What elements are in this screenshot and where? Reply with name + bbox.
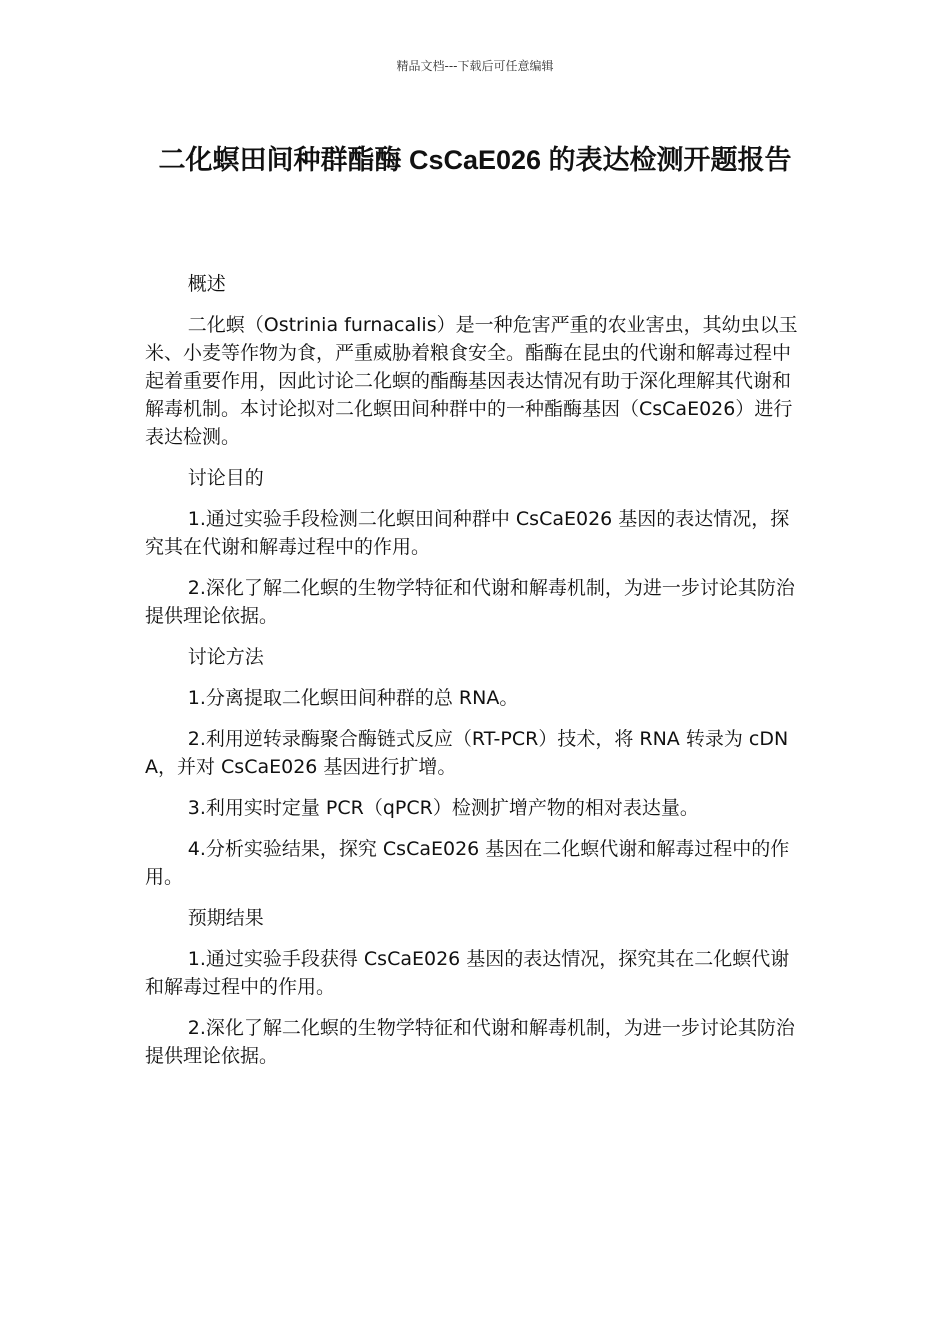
section-heading-expected-results: 预期结果 [187, 907, 264, 929]
purpose-item-1: 1.通过实验手段检测二化螟田间种群中 CsCaE026 基因的表达情况，探究其在代谢和解毒过程中的作用。 [145, 508, 790, 558]
overview-paragraph: 二化螟（Ostrinia furnacalis）是一种危害严重的农业害虫，其幼虫以玉米、小麦等作物为食，严重威胁着粮食安全。酯酶在昆虫的代谢和解毒过程中起着重要作用，因此讨论二化螟的酯酶基因表达情况有助于深化理解其代谢和解毒机制。本讨论拟对二化螟田间种群中的一种酯酶基因（CsCaE026）进行表达检测。 [145, 314, 798, 448]
result-item-1: 1.通过实验手段获得 CsCaE026 基因的表达情况，探究其在二化螟代谢和解毒过程中的作用。 [145, 948, 790, 998]
result-item-2: 2.深化了解二化螟的生物学特征和代谢和解毒机制，为进一步讨论其防治提供理论依据。 [145, 1017, 795, 1067]
method-item-4: 4.分析实验结果，探究 CsCaE026 基因在二化螟代谢和解毒过程中的作用。 [145, 838, 790, 888]
purpose-item-2: 2.深化了解二化螟的生物学特征和代谢和解毒机制，为进一步讨论其防治提供理论依据。 [145, 577, 795, 627]
document-body [145, 270, 805, 1083]
section-heading-methods: 讨论方法 [187, 646, 264, 668]
method-item-1: 1.分离提取二化螟田间种群的总 RNA。 [187, 687, 519, 709]
section-heading-overview: 概述 [187, 273, 226, 295]
method-item-3: 3.利用实时定量 PCR（qPCR）检测扩增产物的相对表达量。 [187, 797, 699, 819]
header-note: 精品文档---下载后可任意编辑 [396, 59, 554, 73]
section-heading-purpose: 讨论目的 [187, 467, 264, 489]
method-item-2: 2.利用逆转录酶聚合酶链式反应（RT-PCR）技术，将 RNA 转录为 cDNA，并对 CsCaE026 基因进行扩增。 [145, 728, 789, 778]
document-title: 二化螟田间种群酯酶 CsCaE026 的表达检测开题报告 [158, 145, 792, 175]
